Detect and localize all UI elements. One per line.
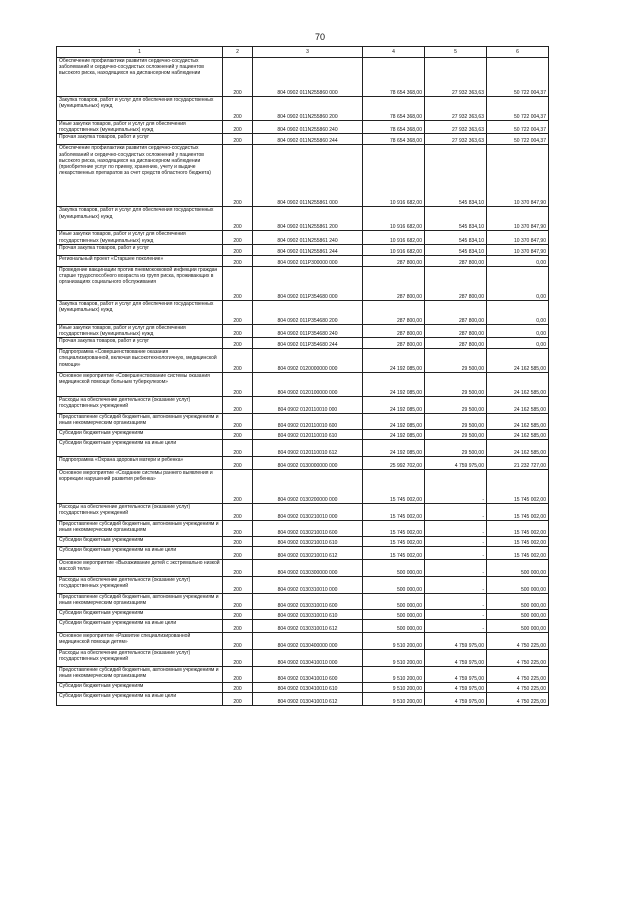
cell-amount-planned: 9 510 200,00 — [363, 667, 425, 683]
cell-amount-remaining: 0,00 — [487, 300, 549, 324]
column-header: 1 — [57, 47, 223, 58]
cell-kvr: 200 — [223, 207, 253, 231]
table-row — [57, 560, 549, 577]
cell-kvr: 200 — [223, 134, 253, 145]
cell-desc: Основное мероприятие «Выхаживание детей с экстремально низкой массой тела» — [57, 560, 223, 577]
page-number: 70 — [314, 32, 325, 42]
table-row — [57, 440, 549, 457]
table-row — [57, 266, 549, 300]
table-row — [57, 397, 549, 414]
cell-amount-remaining: 15 745 002,00 — [487, 470, 549, 504]
table-row — [57, 324, 549, 337]
column-header: 4 — [363, 47, 425, 58]
cell-desc: Расходы на обеспечение деятельности (оказание услуг) государственных учреждений — [57, 397, 223, 414]
cell-kvr: 200 — [223, 537, 253, 547]
cell-amount-executed: 27 932 363,63 — [425, 134, 487, 145]
cell-desc: Предоставление субсидий бюджетным, автономным учреждениям и иным некоммерческим организациям — [57, 414, 223, 430]
table-row — [57, 134, 549, 145]
cell-amount-planned: 24 192 085,00 — [363, 430, 425, 440]
cell-kvr: 200 — [223, 521, 253, 537]
cell-kvr: 200 — [223, 324, 253, 337]
table-row — [57, 121, 549, 134]
cell-kvr: 200 — [223, 547, 253, 560]
cell-code: 804 0902 011N255861 200 — [253, 207, 363, 231]
cell-kvr: 200 — [223, 266, 253, 300]
cell-amount-remaining: 24 162 585,00 — [487, 373, 549, 397]
column-header: 5 — [425, 47, 487, 58]
cell-amount-remaining: 0,00 — [487, 255, 549, 266]
cell-code: 804 0902 011N255861 240 — [253, 231, 363, 244]
cell-kvr: 200 — [223, 121, 253, 134]
cell-amount-executed: 287 800,00 — [425, 338, 487, 349]
cell-amount-executed: - — [425, 547, 487, 560]
cell-amount-executed: 4 759 975,00 — [425, 667, 487, 683]
cell-code: 804 0902 0120110010 600 — [253, 414, 363, 430]
cell-kvr: 200 — [223, 349, 253, 373]
table-row — [57, 373, 549, 397]
cell-amount-executed: 27 932 363,63 — [425, 58, 487, 97]
cell-amount-remaining: 0,00 — [487, 266, 549, 300]
table-row — [57, 594, 549, 610]
table-row — [57, 620, 549, 633]
cell-amount-planned: 10 916 682,00 — [363, 207, 425, 231]
cell-code: 804 0902 011N255861 000 — [253, 145, 363, 207]
cell-kvr: 200 — [223, 577, 253, 594]
cell-amount-executed: 545 834,10 — [425, 244, 487, 255]
cell-amount-planned: 25 992 702,00 — [363, 457, 425, 470]
cell-desc: Субсидии бюджетным учреждениям на иные цели — [57, 547, 223, 560]
cell-amount-remaining: 10 370 847,90 — [487, 207, 549, 231]
cell-desc: Субсидии бюджетным учреждениям на иные цели — [57, 620, 223, 633]
cell-desc: Субсидии бюджетным учреждениям на иные цели — [57, 693, 223, 706]
column-header: 6 — [487, 47, 549, 58]
cell-desc: Предоставление субсидий бюджетным, автономным учреждениям и иным некоммерческим организациям — [57, 667, 223, 683]
cell-desc: Обеспечение профилактики развития сердечно-сосудистых заболеваний и сердечно-сосудистых осложнений у пациентов высокого риска, находящихся на диспансерном наблюдении — [57, 58, 223, 97]
cell-amount-planned: 287 800,00 — [363, 324, 425, 337]
cell-code: 804 0902 0130410010 610 — [253, 683, 363, 693]
cell-amount-planned: 500 000,00 — [363, 560, 425, 577]
cell-desc: Проведение вакцинации против пневмококковой инфекции граждан старше трудоспособного возраста из групп риска, проживающих в организациях социального обслуживания — [57, 266, 223, 300]
table-row — [57, 255, 549, 266]
cell-amount-remaining: 24 162 585,00 — [487, 440, 549, 457]
cell-code: 804 0902 0130300000 000 — [253, 560, 363, 577]
table-row — [57, 97, 549, 121]
table-row — [57, 470, 549, 504]
cell-code: 804 0902 0130200000 000 — [253, 470, 363, 504]
table-row — [57, 577, 549, 594]
table-row — [57, 300, 549, 324]
cell-desc: Основное мероприятие «Совершенствование системы оказания медицинской помощи больным туберкулезом» — [57, 373, 223, 397]
cell-amount-planned: 10 916 682,00 — [363, 145, 425, 207]
cell-code: 804 0902 011P354680 200 — [253, 300, 363, 324]
cell-amount-remaining: 500 000,00 — [487, 577, 549, 594]
cell-kvr: 200 — [223, 594, 253, 610]
cell-amount-remaining: 0,00 — [487, 324, 549, 337]
cell-kvr: 200 — [223, 414, 253, 430]
cell-amount-planned: 287 800,00 — [363, 266, 425, 300]
cell-amount-executed: 4 759 975,00 — [425, 683, 487, 693]
table-row — [57, 414, 549, 430]
cell-amount-remaining: 24 162 585,00 — [487, 414, 549, 430]
table-row — [57, 610, 549, 620]
cell-amount-executed: 4 759 975,00 — [425, 650, 487, 667]
cell-amount-planned: 500 000,00 — [363, 610, 425, 620]
cell-amount-planned: 15 745 002,00 — [363, 504, 425, 521]
cell-amount-planned: 500 000,00 — [363, 620, 425, 633]
cell-amount-remaining: 500 000,00 — [487, 610, 549, 620]
cell-amount-remaining: 24 162 585,00 — [487, 349, 549, 373]
table-body — [57, 58, 549, 706]
cell-amount-remaining: 24 162 585,00 — [487, 430, 549, 440]
cell-code: 804 0902 011P354680 240 — [253, 324, 363, 337]
table-row — [57, 430, 549, 440]
cell-amount-remaining: 500 000,00 — [487, 594, 549, 610]
cell-kvr: 200 — [223, 470, 253, 504]
cell-code: 804 0902 0130210010 610 — [253, 537, 363, 547]
cell-amount-executed: 545 834,10 — [425, 145, 487, 207]
cell-kvr: 200 — [223, 145, 253, 207]
cell-desc: Иные закупки товаров, работ и услуг для обеспечения государственных (муниципальных) нужд — [57, 231, 223, 244]
cell-kvr: 200 — [223, 610, 253, 620]
budget-table — [56, 46, 549, 706]
cell-kvr: 200 — [223, 633, 253, 650]
cell-kvr: 200 — [223, 231, 253, 244]
cell-amount-planned: 287 800,00 — [363, 255, 425, 266]
cell-code: 804 0902 011N255860 240 — [253, 121, 363, 134]
table-row — [57, 504, 549, 521]
cell-amount-remaining: 10 370 847,90 — [487, 145, 549, 207]
cell-kvr: 200 — [223, 440, 253, 457]
cell-amount-executed: 287 800,00 — [425, 255, 487, 266]
cell-amount-planned: 15 745 002,00 — [363, 521, 425, 537]
cell-amount-executed: 29 500,00 — [425, 440, 487, 457]
cell-amount-planned: 15 745 002,00 — [363, 470, 425, 504]
cell-kvr: 200 — [223, 504, 253, 521]
cell-desc: Основное мероприятие «Создание системы раннего выявления и коррекции нарушений развития ребенка» — [57, 470, 223, 504]
cell-amount-executed: 29 500,00 — [425, 430, 487, 440]
cell-desc: Иные закупки товаров, работ и услуг для обеспечения государственных (муниципальных) нужд — [57, 324, 223, 337]
cell-amount-executed: 29 500,00 — [425, 349, 487, 373]
cell-amount-planned: 24 192 085,00 — [363, 414, 425, 430]
cell-desc: Субсидии бюджетным учреждениям — [57, 610, 223, 620]
cell-desc: Обеспечение профилактики развития сердечно-сосудистых заболеваний и сердечно-сосудистых осложнений у пациентов высокого риска, находящихся на диспансерном наблюдении (приобретение услуг по приему, хранению, учету и выдаче лекарственных препаратов за счет средств областного бюджета) — [57, 145, 223, 207]
cell-code: 804 0902 011N255860 200 — [253, 97, 363, 121]
cell-code: 804 0902 0120100000 000 — [253, 373, 363, 397]
cell-amount-remaining: 50 722 004,37 — [487, 58, 549, 97]
cell-amount-planned: 24 192 085,00 — [363, 373, 425, 397]
cell-kvr: 200 — [223, 457, 253, 470]
cell-kvr: 200 — [223, 97, 253, 121]
cell-desc: Закупка товаров, работ и услуг для обеспечения государственных (муниципальных) нужд — [57, 207, 223, 231]
cell-amount-executed: 287 800,00 — [425, 324, 487, 337]
table-row — [57, 547, 549, 560]
table-row — [57, 145, 549, 207]
cell-amount-planned: 9 510 200,00 — [363, 650, 425, 667]
cell-desc: Расходы на обеспечение деятельности (оказание услуг) государственных учреждений — [57, 504, 223, 521]
cell-kvr: 200 — [223, 620, 253, 633]
cell-amount-planned: 78 654 368,00 — [363, 58, 425, 97]
cell-amount-remaining: 4 750 225,00 — [487, 650, 549, 667]
cell-desc: Субсидии бюджетным учреждениям — [57, 683, 223, 693]
cell-kvr: 200 — [223, 338, 253, 349]
table-row — [57, 231, 549, 244]
cell-desc: Иные закупки товаров, работ и услуг для обеспечения государственных (муниципальных) нужд — [57, 121, 223, 134]
cell-kvr: 200 — [223, 397, 253, 414]
cell-kvr: 200 — [223, 560, 253, 577]
cell-amount-remaining: 500 000,00 — [487, 620, 549, 633]
cell-amount-executed: 545 834,10 — [425, 231, 487, 244]
cell-amount-planned: 500 000,00 — [363, 577, 425, 594]
cell-code: 804 0902 0130310010 600 — [253, 594, 363, 610]
cell-amount-executed: - — [425, 504, 487, 521]
cell-amount-remaining: 0,00 — [487, 338, 549, 349]
cell-code: 804 0902 0130310010 610 — [253, 610, 363, 620]
cell-amount-planned: 287 800,00 — [363, 338, 425, 349]
cell-amount-executed: 287 800,00 — [425, 300, 487, 324]
cell-amount-remaining: 50 722 004,37 — [487, 97, 549, 121]
cell-amount-planned: 500 000,00 — [363, 594, 425, 610]
cell-code: 804 0902 0120000000 000 — [253, 349, 363, 373]
cell-code: 804 0902 0130410010 600 — [253, 667, 363, 683]
cell-amount-planned: 10 916 682,00 — [363, 231, 425, 244]
cell-amount-planned: 15 745 002,00 — [363, 537, 425, 547]
cell-code: 804 0902 0130210010 000 — [253, 504, 363, 521]
cell-code: 804 0902 0130310010 000 — [253, 577, 363, 594]
cell-desc: Прочая закупка товаров, работ и услуг — [57, 338, 223, 349]
cell-amount-planned: 78 654 368,00 — [363, 134, 425, 145]
column-header: 3 — [253, 47, 363, 58]
cell-amount-executed: 27 932 363,63 — [425, 121, 487, 134]
cell-code: 804 0902 0130410010 612 — [253, 693, 363, 706]
table-row — [57, 693, 549, 706]
cell-amount-executed: 29 500,00 — [425, 414, 487, 430]
cell-amount-executed: - — [425, 470, 487, 504]
cell-amount-planned: 24 192 085,00 — [363, 397, 425, 414]
cell-code: 804 0902 011N255860 000 — [253, 58, 363, 97]
cell-amount-remaining: 21 232 727,00 — [487, 457, 549, 470]
cell-amount-remaining: 10 370 847,90 — [487, 231, 549, 244]
cell-amount-remaining: 15 745 002,00 — [487, 537, 549, 547]
cell-code: 804 0902 011N255861 244 — [253, 244, 363, 255]
cell-code: 804 0902 0120110010 610 — [253, 430, 363, 440]
table-header-row — [57, 47, 549, 58]
cell-desc: Региональный проект «Старшее поколение» — [57, 255, 223, 266]
cell-code: 804 0902 011P354680 244 — [253, 338, 363, 349]
cell-amount-remaining: 50 722 004,37 — [487, 134, 549, 145]
cell-amount-executed: - — [425, 560, 487, 577]
cell-amount-remaining: 10 370 847,90 — [487, 244, 549, 255]
cell-code: 804 0902 0120110010 612 — [253, 440, 363, 457]
cell-amount-executed: 545 834,10 — [425, 207, 487, 231]
table-row — [57, 338, 549, 349]
cell-amount-planned: 287 800,00 — [363, 300, 425, 324]
cell-kvr: 200 — [223, 650, 253, 667]
cell-desc: Расходы на обеспечение деятельности (оказание услуг) государственных учреждений — [57, 650, 223, 667]
cell-code: 804 0902 0130210010 600 — [253, 521, 363, 537]
cell-desc: Предоставление субсидий бюджетным, автономным учреждениям и иным некоммерческим организациям — [57, 521, 223, 537]
cell-code: 804 0902 011N255860 244 — [253, 134, 363, 145]
cell-code: 804 0902 0130310010 612 — [253, 620, 363, 633]
table-row — [57, 633, 549, 650]
table-row — [57, 244, 549, 255]
cell-amount-executed: 4 759 975,00 — [425, 457, 487, 470]
cell-code: 804 0902 0130400000 000 — [253, 633, 363, 650]
cell-desc: Основное мероприятие «Развитие специализированной медицинской помощи детям» — [57, 633, 223, 650]
cell-desc: Субсидии бюджетным учреждениям — [57, 430, 223, 440]
cell-amount-planned: 78 654 368,00 — [363, 97, 425, 121]
cell-code: 804 0902 011P300000 000 — [253, 255, 363, 266]
table-row — [57, 537, 549, 547]
cell-amount-executed: 29 500,00 — [425, 373, 487, 397]
cell-kvr: 200 — [223, 244, 253, 255]
cell-code: 804 0902 0130210010 612 — [253, 547, 363, 560]
cell-kvr: 200 — [223, 683, 253, 693]
cell-amount-planned: 15 745 002,00 — [363, 547, 425, 560]
table-row — [57, 521, 549, 537]
cell-amount-executed: 29 500,00 — [425, 397, 487, 414]
table-row — [57, 457, 549, 470]
table-row — [57, 683, 549, 693]
cell-amount-planned: 24 192 085,00 — [363, 440, 425, 457]
cell-kvr: 200 — [223, 58, 253, 97]
cell-code: 804 0902 0130410010 000 — [253, 650, 363, 667]
cell-code: 804 0902 0130000000 000 — [253, 457, 363, 470]
cell-desc: Подпрограмма «Охрана здоровья матери и ребенка» — [57, 457, 223, 470]
cell-desc: Субсидии бюджетным учреждениям на иные цели — [57, 440, 223, 457]
cell-amount-executed: - — [425, 577, 487, 594]
cell-code: 804 0902 0120110010 000 — [253, 397, 363, 414]
cell-amount-executed: - — [425, 537, 487, 547]
cell-amount-remaining: 24 162 585,00 — [487, 397, 549, 414]
cell-amount-planned: 9 510 200,00 — [363, 693, 425, 706]
cell-amount-executed: 4 759 975,00 — [425, 693, 487, 706]
cell-kvr: 200 — [223, 430, 253, 440]
cell-amount-remaining: 4 750 225,00 — [487, 693, 549, 706]
cell-amount-planned: 9 510 200,00 — [363, 683, 425, 693]
cell-kvr: 200 — [223, 373, 253, 397]
cell-kvr: 200 — [223, 693, 253, 706]
cell-desc: Прочая закупка товаров, работ и услуг — [57, 134, 223, 145]
table-row — [57, 650, 549, 667]
cell-amount-remaining: 4 750 225,00 — [487, 633, 549, 650]
cell-amount-remaining: 4 750 225,00 — [487, 683, 549, 693]
cell-amount-executed: 4 759 975,00 — [425, 633, 487, 650]
cell-desc: Подпрограмма «Совершенствование оказания специализированной, включая высокотехнологичную, медицинской помощи» — [57, 349, 223, 373]
cell-amount-remaining: 500 000,00 — [487, 560, 549, 577]
cell-amount-remaining: 4 750 225,00 — [487, 667, 549, 683]
cell-amount-executed: - — [425, 521, 487, 537]
cell-desc: Прочая закупка товаров, работ и услуг — [57, 244, 223, 255]
cell-kvr: 200 — [223, 255, 253, 266]
cell-code: 804 0902 011P354680 000 — [253, 266, 363, 300]
cell-amount-executed: 287 800,00 — [425, 266, 487, 300]
cell-amount-planned: 10 916 682,00 — [363, 244, 425, 255]
cell-desc: Расходы на обеспечение деятельности (оказание услуг) государственных учреждений — [57, 577, 223, 594]
column-header: 2 — [223, 47, 253, 58]
cell-amount-executed: - — [425, 620, 487, 633]
cell-amount-remaining: 15 745 002,00 — [487, 547, 549, 560]
cell-desc: Субсидии бюджетным учреждениям — [57, 537, 223, 547]
table-row — [57, 207, 549, 231]
table-row — [57, 667, 549, 683]
cell-amount-executed: - — [425, 594, 487, 610]
cell-desc: Закупка товаров, работ и услуг для обеспечения государственных (муниципальных) нужд — [57, 300, 223, 324]
cell-amount-planned: 9 510 200,00 — [363, 633, 425, 650]
cell-amount-executed: 27 932 363,63 — [425, 97, 487, 121]
table-row — [57, 58, 549, 97]
cell-desc: Закупка товаров, работ и услуг для обеспечения государственных (муниципальных) нужд — [57, 97, 223, 121]
cell-desc: Предоставление субсидий бюджетным, автономным учреждениям и иным некоммерческим организациям — [57, 594, 223, 610]
cell-amount-planned: 78 654 368,00 — [363, 121, 425, 134]
cell-kvr: 200 — [223, 300, 253, 324]
cell-amount-remaining: 15 745 002,00 — [487, 521, 549, 537]
cell-amount-planned: 24 192 085,00 — [363, 349, 425, 373]
table-row — [57, 349, 549, 373]
cell-amount-remaining: 15 745 002,00 — [487, 504, 549, 521]
cell-amount-remaining: 50 722 004,37 — [487, 121, 549, 134]
cell-amount-executed: - — [425, 610, 487, 620]
cell-kvr: 200 — [223, 667, 253, 683]
